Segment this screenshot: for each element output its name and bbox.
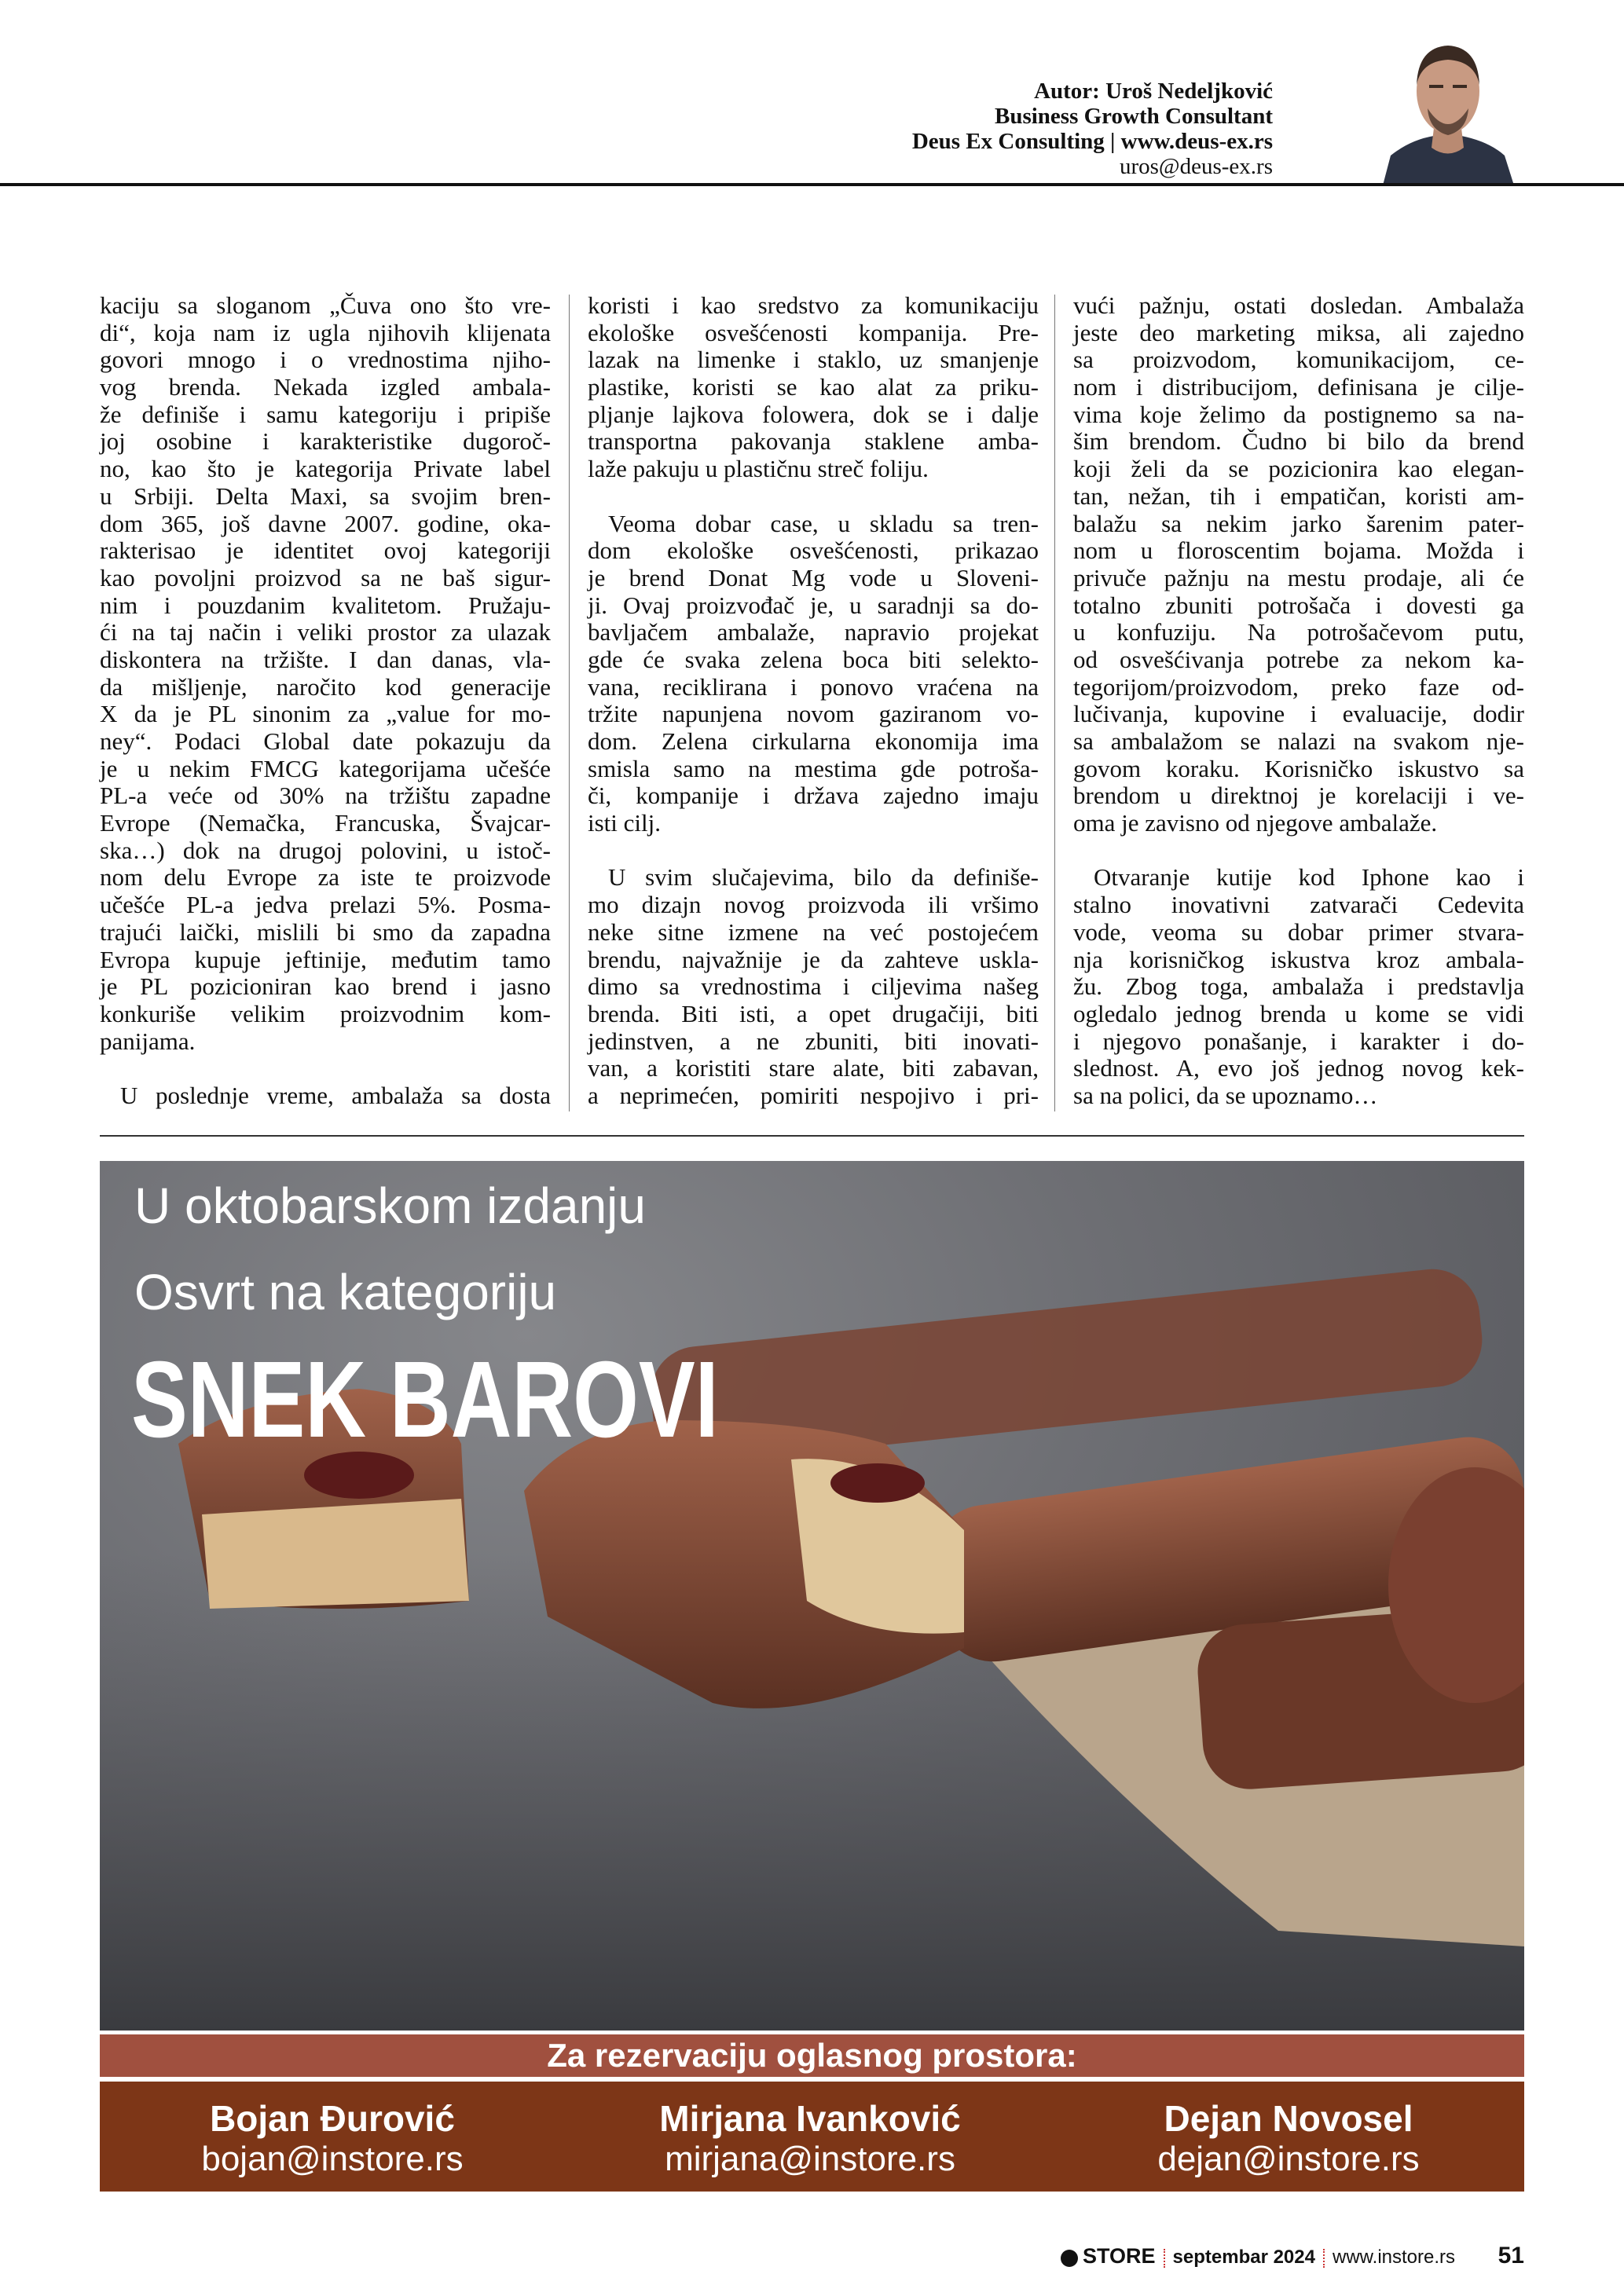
text-line: koristi i kao sredstvo za komunikaciju (588, 291, 1039, 319)
text-line: laže pakuju u plastičnu streč foliju. (588, 455, 929, 483)
text-line: konkuriše velikim proizvodnim kom- (100, 999, 551, 1027)
contact-email[interactable]: mirjana@instore.rs (665, 2140, 955, 2178)
text-line: ekološke osvešćenosti kompanija. Pre- (588, 318, 1039, 346)
text-line: lazak na limenke i staklo, uz smanjenje (588, 346, 1039, 374)
text-line: isti cilj. (588, 809, 661, 837)
contact-name: Mirjana Ivanković (659, 2098, 961, 2139)
text-line: koji želi da se pozicionira kao elegan- (1073, 455, 1524, 483)
text-line: Evropa kupuje jeftinije, međutim tamo (100, 945, 551, 973)
footer-website[interactable]: www.instore.rs (1332, 2247, 1456, 2268)
text-line: či, kompanije i država zajedno imaju (588, 782, 1039, 810)
contact-name: Bojan Đurović (210, 2098, 455, 2139)
text-line: vog brenda. Nekada izgled ambala- (100, 373, 551, 401)
text-line: joj osobine i karakteristike dugoroč- (100, 427, 551, 456)
text-line: dom 365, još davne 2007. godine, oka- (100, 509, 551, 537)
text-line: ney“. Podaci Global date pokazuju da (100, 727, 551, 755)
contact-email[interactable]: dejan@instore.rs (1157, 2140, 1420, 2178)
ad-line-1: U oktobarskom izdanju (134, 1177, 646, 1234)
text-line: mo dizajn novog proizvoda ili vršimo (588, 891, 1039, 919)
article-column-3 (1073, 292, 1524, 1110)
text-line: trajući laički, mislili bi smo da zapadna (100, 917, 551, 946)
text-line: lučivanja, kupovine i evaluacije, dodir (1073, 700, 1524, 728)
text-line: ći na taj način i veliki prostor za ulazak (100, 618, 551, 646)
footer-separator (1164, 2249, 1165, 2268)
column-divider (1054, 295, 1055, 1111)
text-line: nom delu Evrope za iste te proizvode (100, 863, 551, 892)
text-line: privuče pažnju na mestu prodaje, ali će (1073, 563, 1524, 591)
text-line: žu. Zbog toga, ambalaža i predstavlja (1073, 972, 1524, 1001)
contact-bojan (136, 2097, 529, 2179)
text-line: od osvešćivanja potrebe za nekom ka- (1073, 645, 1524, 673)
text-line: tan, nežan, tih i empatičan, koristi am- (1073, 482, 1524, 510)
text-line: je u nekim FMCG kategorijama učešće (100, 754, 551, 782)
text-line: tegorijom/proizvodom, preko faze od- (1073, 672, 1524, 701)
text-line: slednost. A, evo još jednog novog kek- (1073, 1054, 1524, 1082)
text-line: vući pažnju, ostati dosledan. Ambalaža (1073, 291, 1524, 319)
text-line: vana, reciklirana i ponovo vraćena na (588, 672, 1039, 701)
author-name: Autor: Uroš Nedeljković (1034, 79, 1273, 104)
text-line: brendu, najvažnije je da zahteve uskla- (588, 945, 1039, 973)
author-title: Business Growth Consultant (994, 104, 1273, 129)
text-line: Evrope (Nemačka, Francuska, Švajcar- (100, 809, 551, 837)
contacts-bar (100, 2082, 1524, 2192)
text-line: bavljačem ambalaže, napravio projekat (588, 618, 1039, 646)
text-line: u Srbiji. Delta Maxi, sa svojim bren- (100, 482, 551, 510)
text-line: Otvaranje kutije kod Iphone kao i (1094, 863, 1524, 892)
text-line: da mišljenje, naročito kod generacije (100, 672, 551, 701)
text-line: neke sitne izmene na već postojećem (588, 917, 1039, 946)
text-line: panijama. (100, 1027, 196, 1055)
text-line: di“, koja nam iz ugla njihovih klijenata (100, 318, 551, 346)
text-line: nim i pouzdanim kvalitetom. Pružaju- (100, 591, 551, 619)
author-company: Deus Ex Consulting | www.deus-ex.rs (911, 129, 1273, 154)
text-line: sa ambalažom se nalazi na svakom nje- (1073, 727, 1524, 755)
text-line: vima koje želimo da postignemo sa na- (1073, 400, 1524, 428)
text-line: U svim slučajevima, bilo da definiše- (608, 863, 1039, 892)
text-line: rakterisao je identitet ovoj kategoriji (100, 536, 551, 565)
footer-separator (1323, 2249, 1325, 2268)
page-number: 51 (1498, 2243, 1524, 2269)
column-divider (569, 295, 570, 1111)
text-line: transportna pakovanja staklene amba- (588, 427, 1039, 456)
author-byline (912, 79, 1273, 179)
footer-issue: septembar 2024 (1172, 2247, 1315, 2268)
text-line: jedinstven, a ne zbuniti, biti inovati- (588, 1027, 1039, 1055)
instore-logo-icon (1061, 2250, 1078, 2267)
text-line: je PL pozicioniran kao brend i jasno (100, 972, 551, 1001)
text-line: PL-a veće od 30% na tržištu zapadne (100, 782, 551, 810)
text-line: dom ekološke osvešćenosti, prikazao (588, 536, 1039, 565)
snack-bars-photo (100, 1161, 1524, 2031)
contact-name: Dejan Novosel (1164, 2098, 1413, 2139)
contact-mirjana (614, 2097, 1006, 2179)
text-line: van, a koristiti stare alate, biti zabavan, (588, 1054, 1039, 1082)
text-line: ogledalo jednog brenda u kome se vidi (1073, 999, 1524, 1027)
text-line: govom koraku. Korisničko iskustvo sa (1073, 754, 1524, 782)
advertisement (100, 1161, 1524, 2192)
paragraph-gap (1073, 837, 1524, 865)
text-line: totalno zbuniti potrošača i dovesti ga (1073, 591, 1524, 619)
text-line: balažu sa nekim jarko šarenim pater- (1073, 509, 1524, 537)
ad-headline: SNEK BAROVI (131, 1339, 719, 1460)
paragraph-gap (100, 1055, 551, 1082)
text-line: dimo sa vrednostima i ciljevima našeg (588, 972, 1039, 1001)
text-line: brendom u direktnoj je korelaciji i ve- (1073, 782, 1524, 810)
text-line: je brend Donat Mg vode u Sloveni- (588, 563, 1039, 591)
text-line: ska…) dok na drugoj polovini, u istoč- (100, 836, 551, 864)
text-line: i njegovo ponašanje, i karakter i do- (1073, 1027, 1524, 1055)
text-line: pljanje lajkova folowera, dok se i dalje (588, 400, 1039, 428)
text-line: kao povoljni proizvod sa ne baš sigur- (100, 563, 551, 591)
text-line: smisla samo na mestima gde potroša- (588, 754, 1039, 782)
text-line: sa proizvodom, komunikacijom, ce- (1073, 346, 1524, 374)
text-line: a neprimećen, pomiriti nespojivo i pri- (588, 1081, 1039, 1109)
text-line: u konfuziju. Na potrošačevom putu, (1073, 618, 1524, 646)
author-photo (1379, 30, 1516, 185)
contact-email[interactable]: bojan@instore.rs (201, 2140, 464, 2178)
page-footer (1061, 2240, 1524, 2272)
text-line: nom u floroscentim bojama. Možda i (1073, 536, 1524, 565)
text-line: jeste deo marketing miksa, ali zajedno (1073, 318, 1524, 346)
text-line: dom. Zelena cirkularna ekonomija ima (588, 727, 1039, 755)
text-line: govori mnogo i o vrednostima njiho- (100, 346, 551, 374)
text-line: nom i distribucijom, definisana je cilje- (1073, 373, 1524, 401)
text-line: X da je PL sinonim za „value for mo- (100, 700, 551, 728)
article-column-1 (100, 292, 551, 1110)
contact-dejan (1092, 2097, 1485, 2179)
paragraph-gap (588, 837, 1039, 865)
ad-line-2: Osvrt na kategoriju (134, 1264, 557, 1320)
text-line: diskontera na tržište. I dan danas, vla- (100, 645, 551, 673)
footer-logo-text: STORE (1083, 2244, 1156, 2268)
text-line: stalno inovativni zatvarači Cedevita (1073, 891, 1524, 919)
text-line: nja korisničkog iskustva kroz ambala- (1073, 945, 1524, 973)
header-rule (0, 183, 1624, 186)
article-column-2 (588, 292, 1039, 1110)
text-line: šim brendom. Čudno bi bilo da brend (1073, 427, 1524, 456)
text-line: kaciju sa sloganom „Čuva ono što vre- (100, 291, 551, 319)
author-email: uros@deus-ex.rs (1119, 154, 1273, 179)
text-line: ji. Ovaj proizvođač je, u saradnji sa do- (588, 591, 1039, 619)
text-line: no, kao što je kategorija Private label (100, 455, 551, 483)
text-line: že definiše i samu kategoriju i pripiše (100, 400, 551, 428)
text-line: oma je zavisno od njegove ambalaže. (1073, 809, 1438, 837)
text-line: sa na polici, da se upoznamo… (1073, 1081, 1378, 1109)
text-line: plastike, koristi se kao alat za priku- (588, 373, 1039, 401)
text-line: vode, veoma su dobar primer stvara- (1073, 917, 1524, 946)
text-line: brenda. Biti isti, a opet drugačiji, biti (588, 999, 1039, 1027)
text-line: tržite napunjena novom gaziranom vo- (588, 700, 1039, 728)
text-line: gde će svaka zelena boca biti selekto- (588, 645, 1039, 673)
paragraph-gap (588, 483, 1039, 511)
text-line: U poslednje vreme, ambalaža sa dosta (120, 1081, 551, 1109)
text-line: Veoma dobar case, u skladu sa tren- (608, 509, 1039, 537)
reservation-label: Za rezervaciju oglasnog prostora: (100, 2034, 1524, 2077)
text-line: učešće PL-a jedva prelazi 5%. Posma- (100, 891, 551, 919)
article-end-rule (100, 1135, 1524, 1137)
